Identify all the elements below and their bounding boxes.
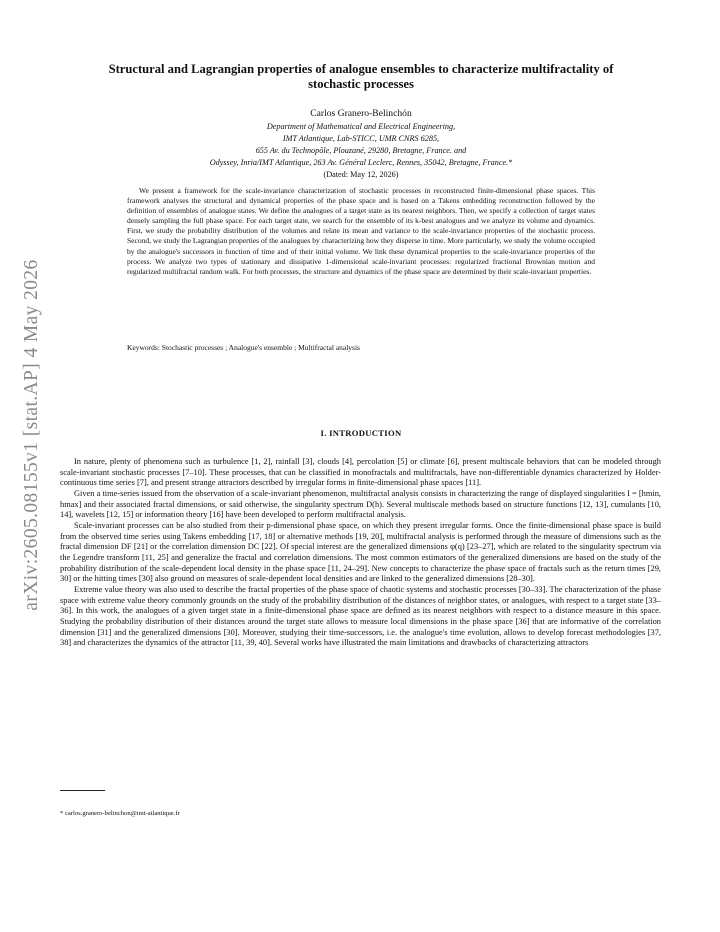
arxiv-sidebar-stamp — [14, 235, 50, 635]
affiliation-line: Odyssey, Inria/IMT Atlantique, 263 Av. Général Leclerc, Rennes, 35042, Bretagne, France.* — [209, 158, 513, 167]
footnote-rule — [60, 790, 105, 791]
arxiv-identifier: arXiv:2605.08155v1 [stat.AP] 4 May 2026 — [21, 259, 42, 611]
affiliation-line: IMT Atlantique, Lab-STICC, UMR CNRS 6285, — [282, 134, 440, 143]
body-paragraph: Scale-invariant processes can be also studied from their p-dimensional phase space, on which they present irregular forms. Once the finite-dimensional phase space is build from the observed time series using Takens embedding [17, 18] or alternative methods [19, 20], multifractal analysis is performed through the measure of dimensions such as the fractal dimension DF [21] or the correlation dimension DC [22]. Of special interest are the generalized dimensions φ(q) [23–27], which are related to the singularity spectrum via the Legendre transform [11, 25] and generalize the fractal and correlation dimensions. The most common estimators of the generalized dimensions are based on the study of the probability distribution of the scale-dependent local density in the phase space [11, 24–29]. New concepts to characterize the phase space of fractals such as the return times [29, 30] or the hitting times [30] also ground on measures of scale-dependent local densities and are linked to the generalized dimensions [28–30]. — [60, 520, 661, 584]
section-heading: I. INTRODUCTION — [320, 428, 402, 438]
keywords: Keywords: Stochastic processes ; Analogue's ensemble ; Multifractal analysis — [127, 343, 360, 352]
affiliation-line: 655 Av. du Technopôle, Plouzané, 29280, Bretagne, France. and — [255, 146, 467, 155]
body-paragraph: Extreme value theory was also used to describe the fractal properties of the phase space of chaotic systems and stochastic processes [30–33]. The characterization of the phase space with extreme value theory commonly grounds on the study of the probability distribution of the distances of neighbor states, or analogues, with respect to a target state [33–36]. In this work, the analogues of a given target state in a finite-dimensional phase space are defined as its nearest neighbors with respect to a distance measure in this space. Studying the probability distribution of their distances around the target state allows to measure local dimensions in the phase space [36] that are informative of the correlation dimension [31] and the generalized dimensions [30]. Moreover, studying their time-successors, i.e. the analogue's time evolution, allows to develop forecast methodologies [37, 38] and characterizes the dynamics of the attractor [11, 39, 40]. Several works have illustrated the main limitations and drawbacks of characterizing attractors — [60, 584, 661, 648]
affiliation-line: Department of Mathematical and Electrical Engineering, — [266, 122, 456, 131]
footnote-email: * carlos.granero-belinchon@imt-atlantique.fr — [60, 810, 180, 817]
body-paragraph: In nature, plenty of phenomena such as turbulence [1, 2], rainfall [3], clouds [4], percolation [5] or climate [6], present multiscale behaviors that can be modeled through scale-invariant stochastic processes [7–10]. These processes, that can be classified in monofractals and multifractals, have non-differentiable dynamics characterized by Holder-continuous time series [7], and present strange attractors described by irregular forms in finite-dimensional phase spaces [11]. — [60, 457, 661, 488]
introduction-body — [60, 457, 661, 649]
paper-title: Structural and Lagrangian properties of analogue ensembles to characterize multifractality of stochastic processes — [108, 62, 614, 91]
author-name: Carlos Granero-Belinchón — [310, 108, 412, 119]
body-paragraph: Given a time-series issued from the observation of a scale-invariant phenomenon, multifractal analysis consists in characterizing the range of displayed singularities I = [hmin, hmax] and their associated fractal dimensions, or said otherwise, the singularity spectrum D(h). Several multiscale methods based on structure functions [12, 13], cumulants [10, 14], wavelets [12, 15] or information theory [16] have been developed to perform multifractal analysis. — [60, 488, 661, 520]
affiliation — [92, 121, 630, 169]
date-line: (Dated: May 12, 2026) — [323, 170, 399, 179]
abstract: We present a framework for the scale-invariance characterization of stochastic processes in reconstructed finite-dimensional phase spaces. This framework analyses the structural and dynamical properties of the phase space and is based on a Takens embedding reconstruction followed by the definition of ensembles of analogue states. We define the analogues of a target state as its nearest neighbors. Then, we specify a collection of target states densely sampling the full phase space. For each target state, we search for the ensemble of its k-best analogues and we analyze its volume and dynamics. First, we study the probability distribution of the volumes and relate its mean and variance to the scale-invariance properties of the stochastic process. Second, we study the Lagrangian properties of the analogues by characterizing how they disperse in time. More particularly, we study the volume occupied by the analogue's successors in function of time and of their initial volume. We link these dynamical properties to the scale-invariance properties of the process. We analyze two types of stationary and dissipative 1-dimensional scale-invariant processes: regularized fractional Brownian motion and regularized multifractal random walk. For both processes, the structure and dynamics of the phase space are determined by their scale-invariant properties. — [127, 186, 595, 276]
